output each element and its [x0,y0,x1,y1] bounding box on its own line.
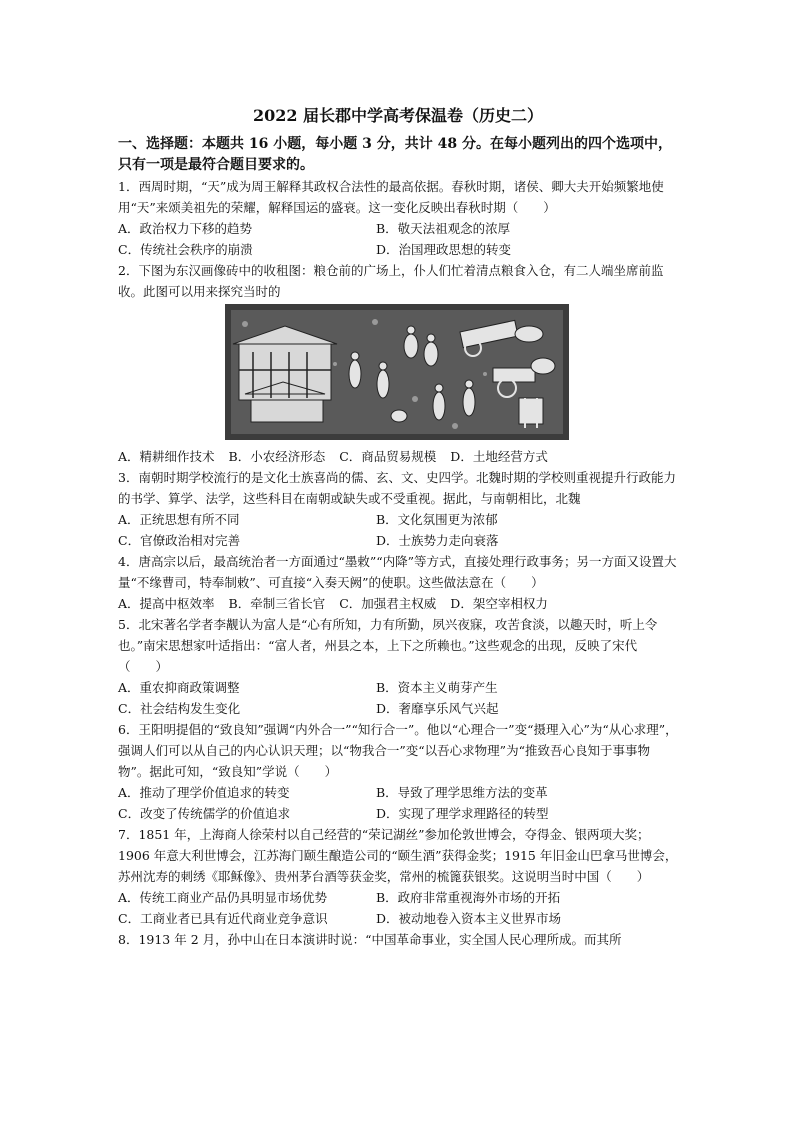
section-header: 一、选择题：本题共 16 小题，每小题 3 分，共计 48 分。在每小题列出的四个选项中，只有一项是最符合题目要求的。 [118,136,672,173]
option-a: A．推动了理学价值追求的转变 [118,785,290,800]
option-c: C．加强君主权威 [339,596,437,611]
question-2 [118,260,678,467]
option-c: C．改变了传统儒学的价值追求 [118,806,291,821]
option-a: A．精耕细作技术 [118,449,215,464]
option-d: D．土地经营方式 [450,449,548,464]
question-stem: 4．唐高宗以后，最高统治者一方面通过“墨敕”“内降”等方式，直接处理行政事务；另一方面又设置大量“不缘曹司，特奉制敕”、可直接“入奏天阙”的使职。这些做法意在（ ） [118,554,677,590]
question-4 [118,551,678,614]
options [118,782,678,824]
option-d: D．被动地卷入资本主义世界市场 [376,911,562,926]
option-c: C．工商业者已具有近代商业竞争意识 [118,911,328,926]
option-d: D．治国理政思想的转变 [376,242,512,257]
question-stem: 7．1851 年，上海商人徐荣村以自己经营的“荣记湖丝”参加伦敦世博会，夺得金、银两项大奖；1906 年意大利世博会，江苏海门颐生酿造公司的“颐生酒”获得金奖；1915 年旧金山巴拿马世博会，苏州沈寿的刺绣《耶稣像》、贵州茅台酒等获金奖，常州的梳篦获银奖。这说明当时中国（ ） [118,827,678,884]
question-stem: 5．北宋著名学者李觏认为富人是“心有所知，力有所勤，夙兴夜寐，攻苦食淡，以趣天时，听上令也。”南宋思想家叶适指出：“富人者，州县之本，上下之所赖也。”这些观念的出现，反映了宋代（ ） [118,617,658,674]
option-a: A．传统工商业产品仍具明显市场优势 [118,890,328,905]
option-b: B．牵制三省长官 [228,596,326,611]
option-c: C．商品贸易规模 [339,449,437,464]
question-7 [118,824,678,929]
question-6 [118,719,678,824]
options [118,677,678,719]
option-c: C．官僚政治相对完善 [118,533,241,548]
question-stem: 1．西周时期，“天”成为周王解释其政权合法性的最高依据。春秋时期，诸侯、卿大夫开始频繁地使用“天”来颂美祖先的荣耀，解释国运的盛衰。这一变化反映出春秋时期（ ） [118,179,664,215]
options [118,509,678,551]
question-stem: 2．下图为东汉画像砖中的收租图：粮仓前的广场上，仆人们忙着清点粮食入仓，有二人端坐席前监收。此图可以用来探究当时的 [118,263,664,299]
option-d: D．士族势力走向衰落 [376,533,499,548]
question-stem: 3．南朝时期学校流行的是文化士族喜尚的儒、玄、文、史四学。北魏时期的学校则重视提升行政能力的书学、算学、法学，这些科目在南朝或缺失或不受重视。据此，与南朝相比，北魏 [118,470,676,506]
option-a: A．提高中枢效率 [118,596,215,611]
exam-title: 2022 届长郡中学高考保温卷（历史二） [252,106,544,125]
option-a: A．重农抑商政策调整 [118,680,240,695]
option-c: C．传统社会秩序的崩溃 [118,242,253,257]
option-d: D．奢靡享乐风气兴起 [376,701,499,716]
options [118,446,678,467]
question-8 [118,929,678,950]
option-a: A．政治权力下移的趋势 [118,221,253,236]
option-a: A．正统思想有所不同 [118,512,240,527]
options [118,218,678,260]
option-b: B．敬天法祖观念的浓厚 [376,221,511,236]
option-b: B．政府非常重视海外市场的开拓 [376,890,561,905]
options [118,887,678,929]
option-b: B．资本主义萌芽产生 [376,680,498,695]
question-3 [118,467,678,551]
question-1 [118,176,678,260]
exam-page [118,104,678,950]
question-stem: 6．王阳明提倡的“致良知”强调“内外合一”“知行合一”。他以“心理合一”变“摄理入心”为“从心求理”，强调人们可以从自己的内心认识天理；以“物我合一”变“以吾心求物理”为“推致吾心良知于事事物物”。据此可知，“致良知”学说（ ） [118,722,678,779]
option-d: D．架空宰相权力 [450,596,548,611]
options [118,593,678,614]
rent-collection-brick-image [225,304,569,440]
option-b: B．导致了理学思维方法的变革 [376,785,548,800]
option-c: C．社会结构发生变化 [118,701,241,716]
option-d: D．实现了理学求理路径的转型 [376,806,549,821]
question-5 [118,614,678,719]
option-b: B．小农经济形态 [228,449,326,464]
option-b: B．文化氛围更为浓郁 [376,512,498,527]
question-stem: 8．1913 年 2 月，孙中山在日本演讲时说：“中国革命事业，实全国人民心理所成。而其所 [118,932,622,947]
